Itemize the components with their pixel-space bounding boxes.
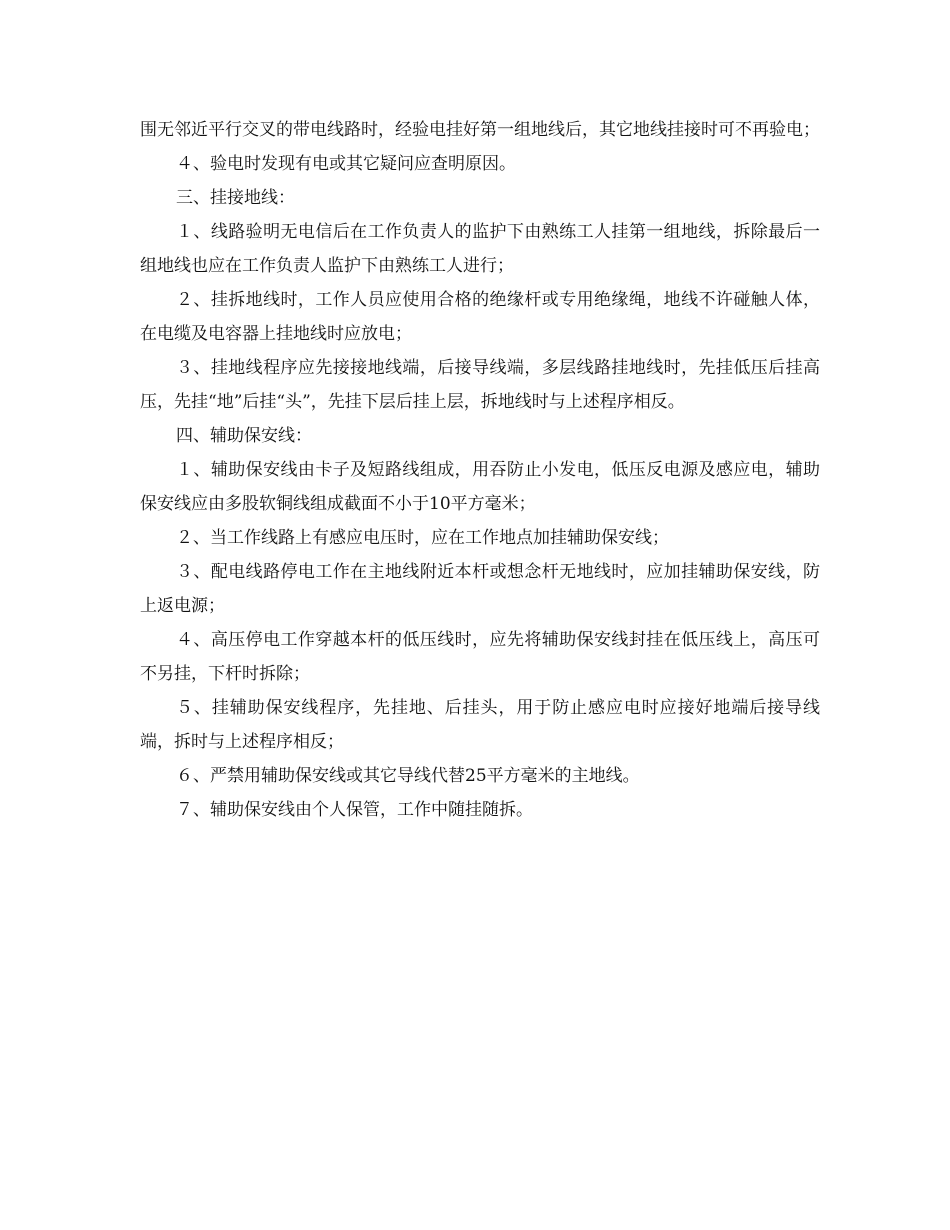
document-body: [140, 113, 820, 827]
paragraph-continuation: 围无邻近平行交叉的带电线路时，经验电挂好第一组地线后，其它地线挂接时可不再验电；: [140, 120, 820, 140]
paragraph-item: ２、当工作线路上有感应电压时，应在工作地点加挂辅助保安线；: [176, 528, 669, 548]
paragraph-item: ３、配电线路停电工作在主地线附近本杆或想念杆无地线时，应加挂辅助保安线，防上返电源；: [140, 562, 820, 616]
section-heading: 三、挂接地线：: [176, 188, 295, 208]
section-heading: 四、辅助保安线：: [176, 426, 312, 446]
paragraph-item: １、线路验明无电信后在工作负责人的监护下由熟练工人挂第一组地线，拆除最后一组地线也应在工作负责人监护下由熟练工人进行；: [140, 222, 820, 276]
paragraph-item: ６、严禁用辅助保安线或其它导线代替25平方毫米的主地线。: [176, 766, 640, 786]
paragraph-item: ４、高压停电工作穿越本杆的低压线时，应先将辅助保安线封挂在低压线上，高压可不另挂，下杆时拆除；: [140, 630, 820, 684]
paragraph-item: ５、挂辅助保安线程序，先挂地、后挂头，用于防止感应电时应接好地端后接导线端，拆时与上述程序相反；: [140, 698, 820, 752]
paragraph-item: ３、挂地线程序应先接接地线端，后接导线端，多层线路挂地线时，先挂低压后挂高压，先挂“地”后挂“头”，先挂下层后挂上层，拆地线时与上述程序相反。: [140, 358, 820, 412]
paragraph-item: ７、辅助保安线由个人保管，工作中随挂随拆。: [176, 800, 533, 820]
paragraph-item: ４、验电时发现有电或其它疑问应查明原因。: [176, 154, 516, 174]
paragraph-item: １、辅助保安线由卡子及短路线组成，用吞防止小发电，低压反电源及感应电，辅助保安线应由多股软铜线组成截面不小于10平方毫米；: [140, 460, 820, 514]
paragraph-item: ２、挂拆地线时，工作人员应使用合格的绝缘杆或专用绝缘绳，地线不许碰触人体，在电缆及电容器上挂地线时应放电；: [140, 290, 820, 344]
